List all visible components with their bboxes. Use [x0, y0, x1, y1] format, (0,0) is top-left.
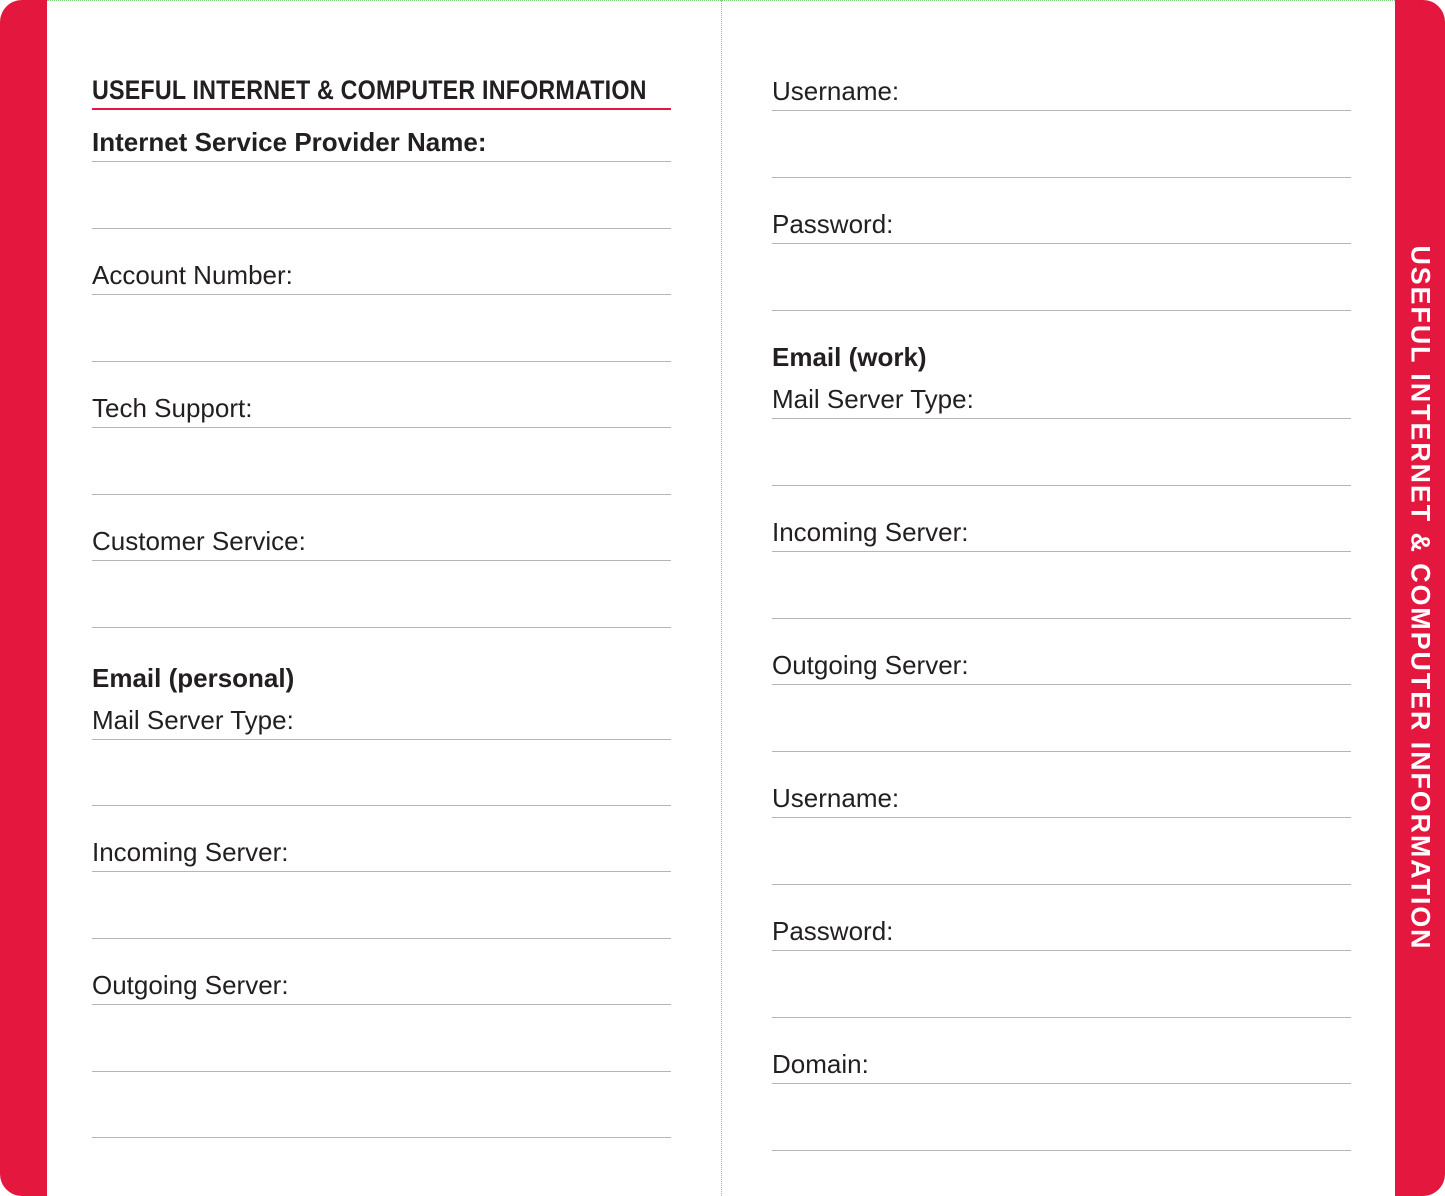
- personal-incoming-server-line[interactable]: [92, 871, 671, 872]
- work-mail-server-type-line[interactable]: [772, 418, 1351, 419]
- work-incoming-server-line-2[interactable]: [772, 618, 1351, 619]
- account-number-line[interactable]: [92, 294, 671, 295]
- personal-mail-server-type-line[interactable]: [92, 739, 671, 740]
- work-password-line[interactable]: [772, 950, 1351, 951]
- domain-label: Domain:: [772, 1049, 869, 1079]
- tech-support-line[interactable]: [92, 427, 671, 428]
- tech-support-label: Tech Support:: [92, 393, 253, 423]
- left-page-edge: [0, 0, 47, 1196]
- personal-outgoing-server-line[interactable]: [92, 1004, 671, 1005]
- isp-name-line-2[interactable]: [92, 228, 671, 229]
- page-gutter: [721, 0, 722, 1196]
- personal-password-line-2[interactable]: [772, 310, 1351, 311]
- work-incoming-server-label: Incoming Server:: [772, 517, 969, 547]
- personal-outgoing-server-line-2[interactable]: [92, 1071, 671, 1072]
- personal-username-label: Username:: [772, 76, 900, 106]
- section-title: [92, 72, 671, 110]
- work-outgoing-server-label: Outgoing Server:: [772, 650, 969, 680]
- work-username-line[interactable]: [772, 817, 1351, 818]
- account-number-label: Account Number:: [92, 260, 293, 290]
- email-personal-heading: Email (personal): [92, 663, 295, 693]
- work-username-label: Username:: [772, 783, 900, 813]
- personal-mail-server-type-label: Mail Server Type:: [92, 705, 294, 735]
- account-number-line-2[interactable]: [92, 361, 671, 362]
- customer-service-line-2[interactable]: [92, 627, 671, 628]
- side-tab-label: USEFUL INTERNET & COMPUTER INFORMATION: [1405, 245, 1436, 951]
- work-password-line-2[interactable]: [772, 1017, 1351, 1018]
- isp-name-label: Internet Service Provider Name:: [92, 127, 487, 157]
- personal-outgoing-server-label: Outgoing Server:: [92, 970, 289, 1000]
- work-mail-server-type-label: Mail Server Type:: [772, 384, 974, 414]
- personal-password-label: Password:: [772, 209, 894, 239]
- personal-mail-server-type-line-2[interactable]: [92, 805, 671, 806]
- personal-username-line-2[interactable]: [772, 177, 1351, 178]
- side-tab: [1395, 0, 1445, 1196]
- customer-service-line[interactable]: [92, 560, 671, 561]
- personal-outgoing-server-line-3[interactable]: [92, 1137, 671, 1138]
- personal-incoming-server-line-2[interactable]: [92, 938, 671, 939]
- tech-support-line-2[interactable]: [92, 494, 671, 495]
- section-title-text: USEFUL INTERNET & COMPUTER INFORMATION: [92, 75, 647, 105]
- work-password-label: Password:: [772, 916, 894, 946]
- work-outgoing-server-line-2[interactable]: [772, 751, 1351, 752]
- work-incoming-server-line[interactable]: [772, 551, 1351, 552]
- email-work-heading: Email (work): [772, 342, 927, 372]
- work-outgoing-server-line[interactable]: [772, 684, 1351, 685]
- domain-line[interactable]: [772, 1083, 1351, 1084]
- personal-username-line[interactable]: [772, 110, 1351, 111]
- customer-service-label: Customer Service:: [92, 526, 306, 556]
- domain-line-2[interactable]: [772, 1150, 1351, 1151]
- personal-password-line[interactable]: [772, 243, 1351, 244]
- work-mail-server-type-line-2[interactable]: [772, 485, 1351, 486]
- work-username-line-2[interactable]: [772, 884, 1351, 885]
- personal-incoming-server-label: Incoming Server:: [92, 837, 289, 867]
- isp-name-line[interactable]: [92, 161, 671, 162]
